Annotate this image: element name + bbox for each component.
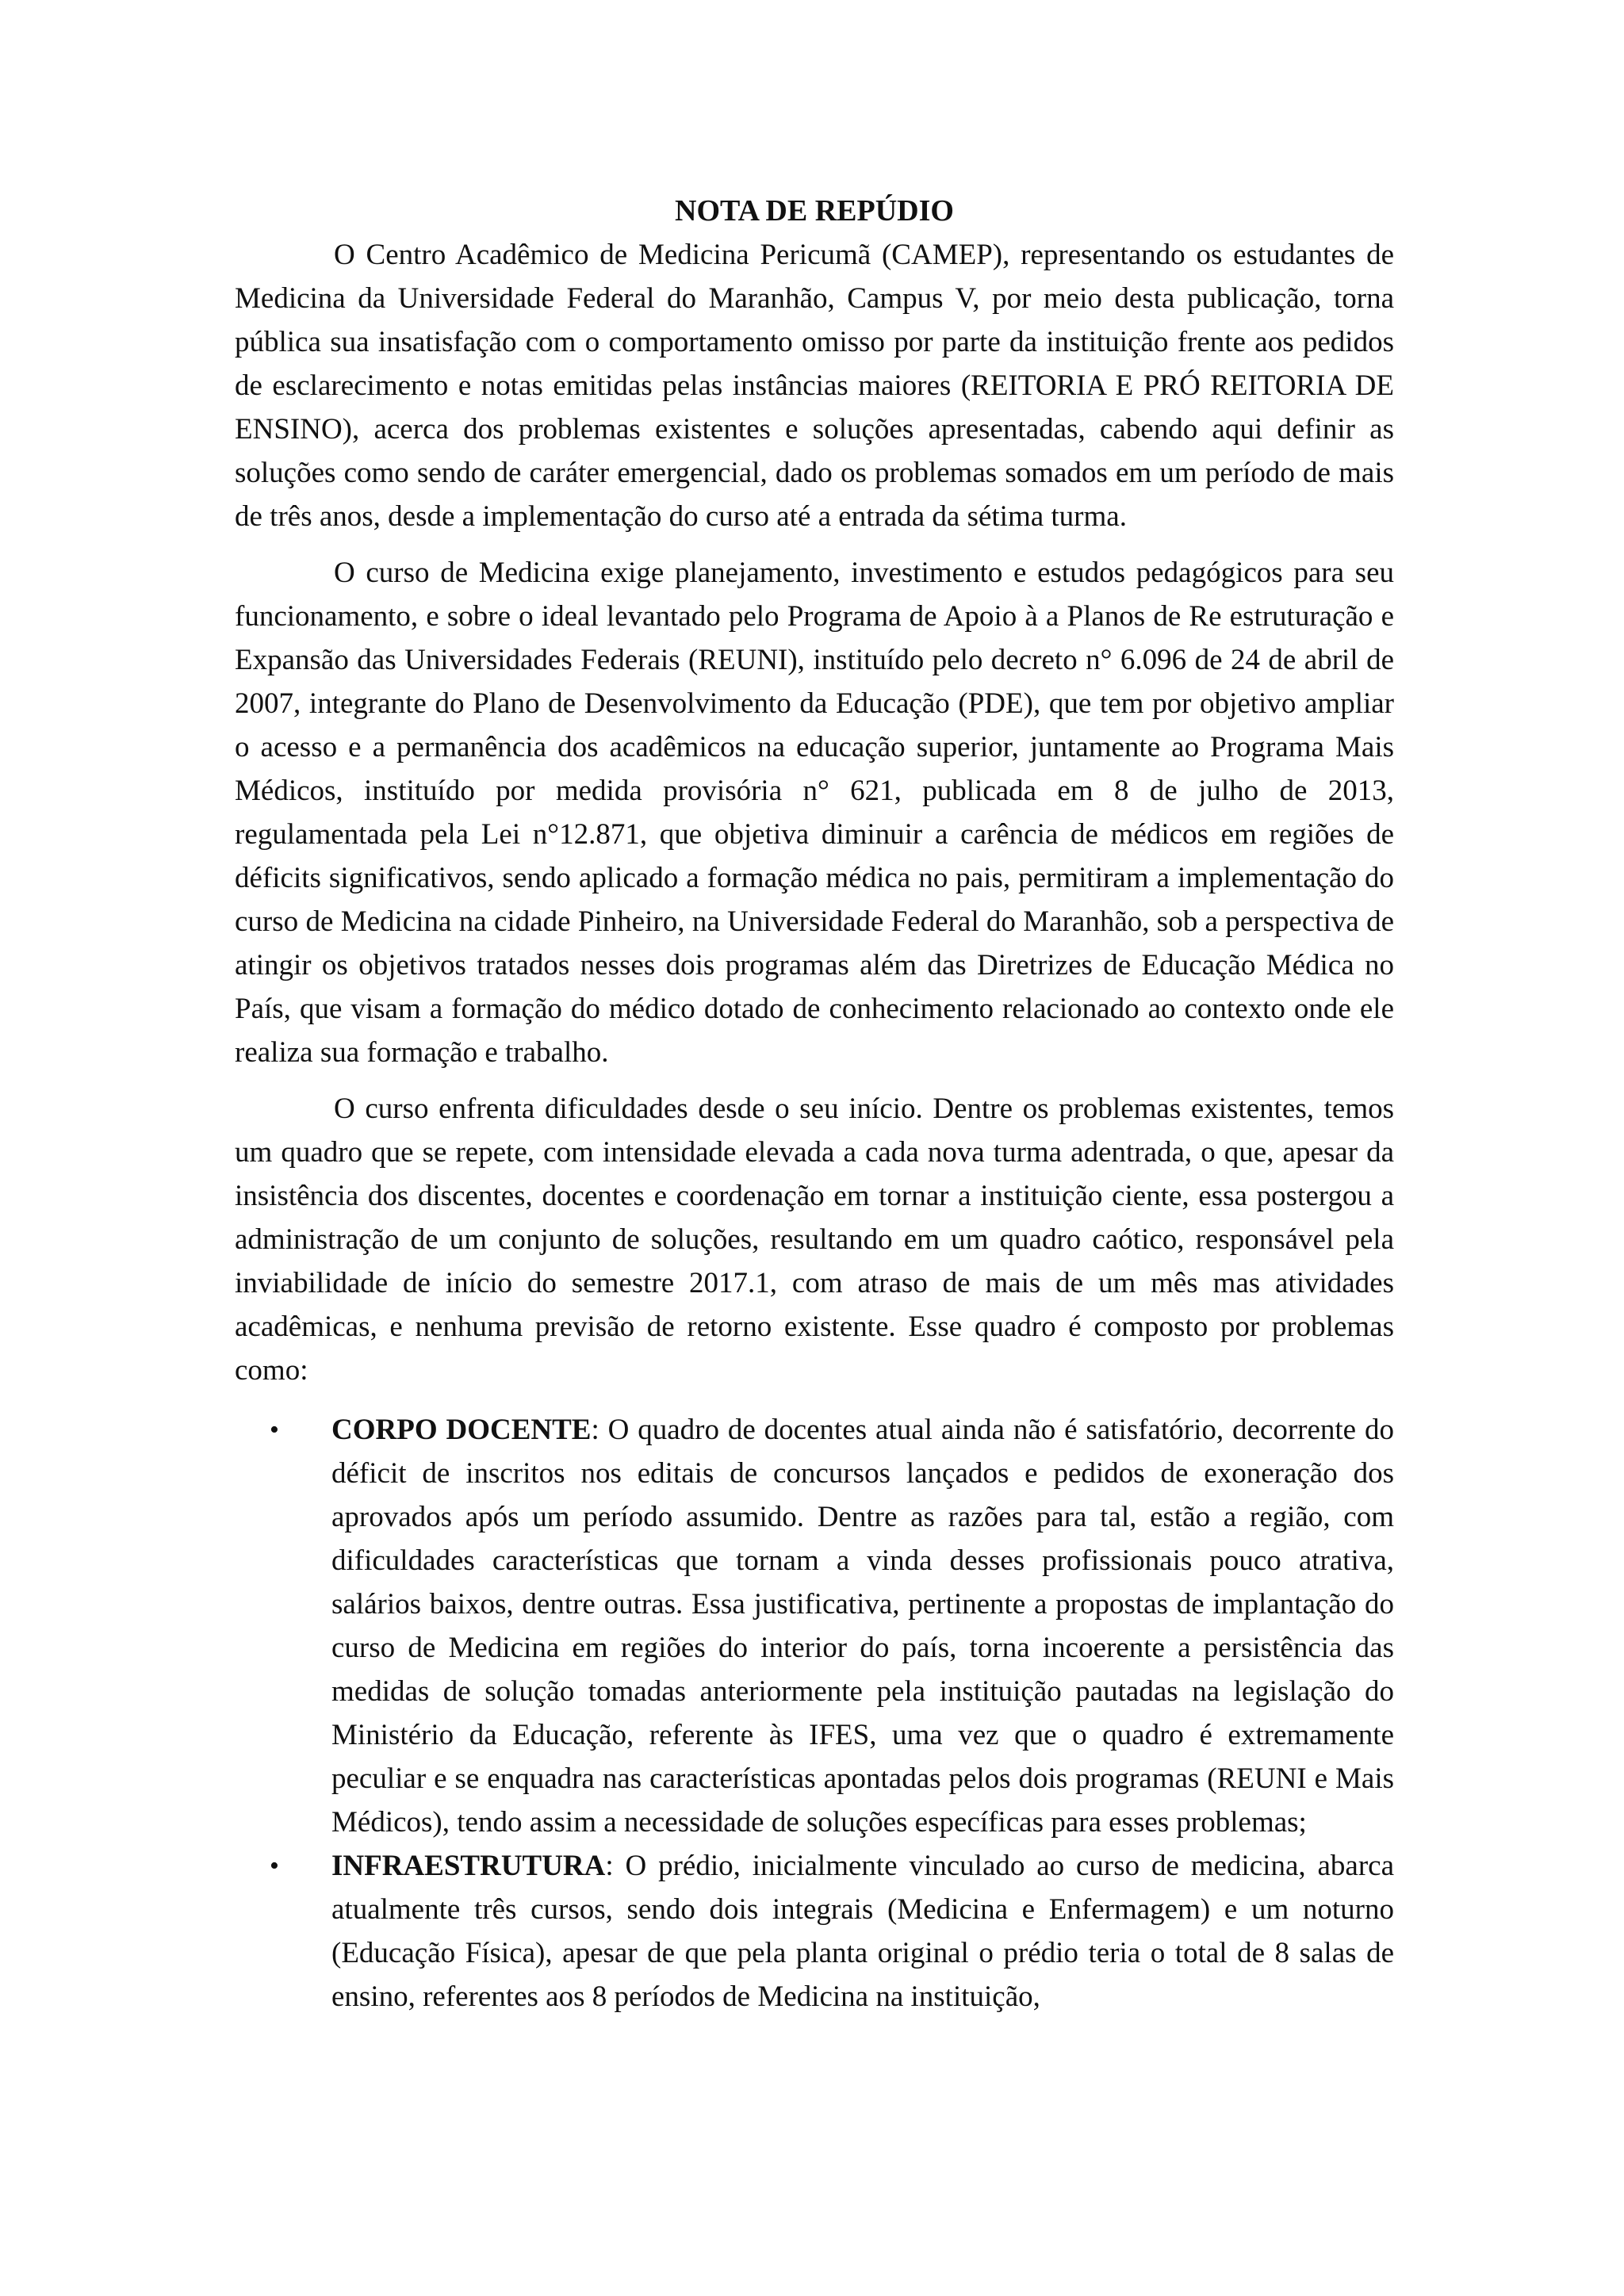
list-item-term: CORPO DOCENTE bbox=[331, 1414, 592, 1446]
list-item-text: : O prédio, inicialmente vinculado ao curso de medicina, abarca atualmente três cursos, sendo dois integrais (Medicina e Enfermagem) e um noturno (Educação Física), apesar de que pela planta original o prédio teria o total de 8 salas de ensino, referentes aos 8 períodos de Medicina na instituição, bbox=[331, 1850, 1394, 2013]
list-item-term: INFRAESTRUTURA bbox=[331, 1850, 606, 1882]
bullet-icon: • bbox=[270, 1415, 279, 1445]
list-item-corpo-docente bbox=[270, 1408, 1394, 1844]
paragraph-context: O curso de Medicina exige planejamento, investimento e estudos pedagógicos para seu funcionamento, e sobre o ideal levantado pelo Programa de Apoio à a Planos de Re estruturação e Expansão das Universidades Federais (REUNI), instituído pelo decreto n° 6.096 de 24 de abril de 2007, integrante do Plano de Desenvolvimento da Educação (PDE), que tem por objetivo ampliar o acesso e a permanência dos acadêmicos na educação superior, juntamente ao Programa Mais Médicos, instituído por medida provisória n° 621, publicada em 8 de julho de 2013, regulamentada pela Lei n°12.871, que objetiva diminuir a carência de médicos em regiões de déficits significativos, sendo aplicado a formação médica no pais, permitiram a implementação do curso de Medicina na cidade Pinheiro, na Universidade Federal do Maranhão, sob a perspectiva de atingir os objetivos tratados nesses dois programas além das Diretrizes de Educação Médica no País, que visam a formação do médico dotado de conhecimento relacionado ao contexto onde ele realiza sua formação e trabalho. bbox=[235, 557, 1394, 1069]
list-item-infraestrutura bbox=[270, 1844, 1394, 2019]
paragraph-intro: O Centro Acadêmico de Medicina Pericumã (CAMEP), representando os estudantes de Medicina da Universidade Federal do Maranhão, Campus V, por meio desta publicação, torna pública sua insatisfação com o comportamento omisso por parte da instituição frente aos pedidos de esclarecimento e notas emitidas pelas instâncias maiores (REITORIA E PRÓ REITORIA DE ENSINO), acerca dos problemas existentes e soluções apresentadas, cabendo aqui definir as soluções como sendo de caráter emergencial, dado os problemas somados em um período de mais de três anos, desde a implementação do curso até a entrada da sétima turma. bbox=[235, 239, 1394, 533]
bullet-icon: • bbox=[270, 1851, 279, 1881]
list-item-text: : O quadro de docentes atual ainda não é satisfatório, decorrente do déficit de inscritos nos editais de concursos lançados e pedidos de exoneração dos aprovados após um período assumido. Dentre as razões para tal, estão a região, com dificuldades características que tornam a vinda desses profissionais pouco atrativa, salários baixos, dentre outras. Essa justificativa, pertinente a propostas de implantação do curso de Medicina em regiões do interior do país, torna incoerente a persistência das medidas de solução tomadas anteriormente pela instituição pautadas na legislação do Ministério da Educação, referente às IFES, uma vez que o quadro é extremamente peculiar e se enquadra nas características apontadas pelos dois programas (REUNI e Mais Médicos), tendo assim a necessidade de soluções específicas para esses problemas; bbox=[331, 1414, 1394, 1839]
document-title: NOTA DE REPÚDIO bbox=[675, 194, 954, 228]
problems-list bbox=[235, 1408, 1394, 2019]
paragraph-difficulties: O curso enfrenta dificuldades desde o seu início. Dentre os problemas existentes, temos um quadro que se repete, com intensidade elevada a cada nova turma adentrada, o que, apesar da insistência dos discentes, docentes e coordenação em tornar a instituição ciente, essa postergou a administração de um conjunto de soluções, resultando em um quadro caótico, responsável pela inviabilidade de início do semestre 2017.1, com atraso de mais de um mês mas atividades acadêmicas, e nenhuma previsão de retorno existente. Esse quadro é composto por problemas como: bbox=[235, 1093, 1394, 1387]
